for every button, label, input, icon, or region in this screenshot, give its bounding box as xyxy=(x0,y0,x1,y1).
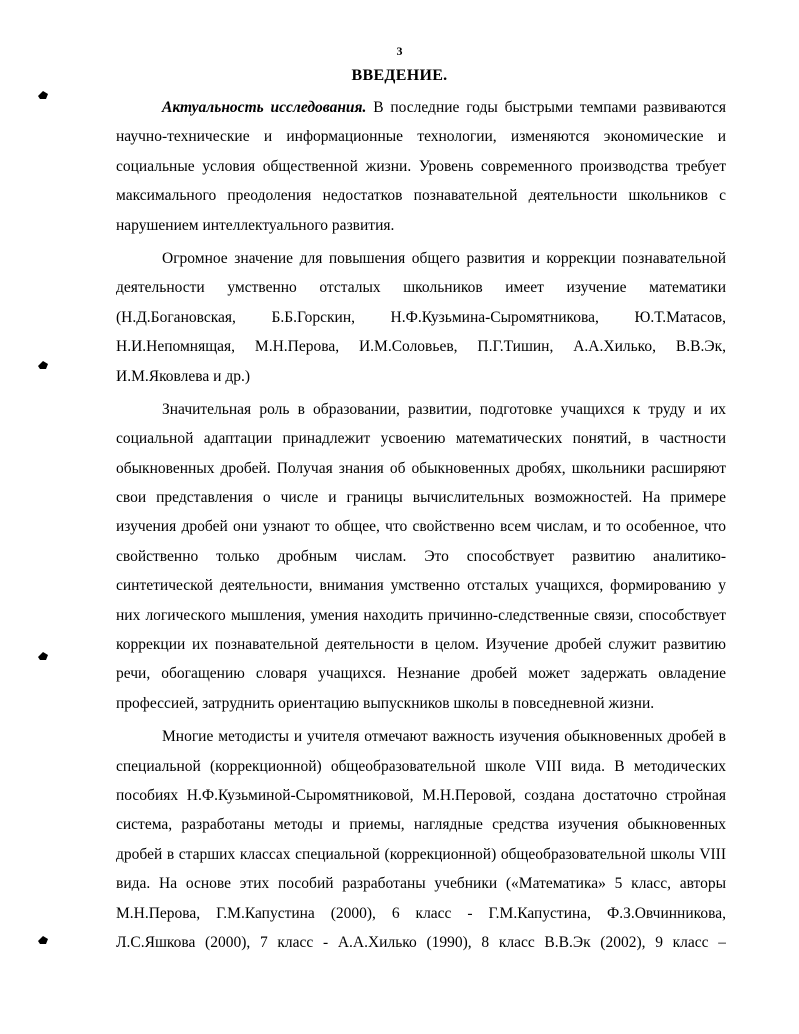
paragraph-line: (Н.Д.Богановская, Б.Б.Горскин, Н.Ф.Кузьмина-Сыромятникова, Ю.Т.Матасов, xyxy=(116,308,726,326)
paragraph-relevance xyxy=(116,93,726,240)
paragraph-line: деятельности умственно отсталых школьников имеет изучение математики xyxy=(116,279,726,297)
paragraph-fractions-role xyxy=(116,395,726,718)
paragraph-line: речи, обогащению словаря учащихся. Незнание дробей может задержать овладение xyxy=(116,665,726,683)
paragraph-line: И.М.Яковлева и др.) xyxy=(116,367,250,385)
paragraph-line: Значительная роль в образовании, развитии, подготовке учащихся к труду и их xyxy=(162,400,726,418)
lead-phrase: Актуальность исследования. xyxy=(162,99,367,116)
paragraph-line: Л.С.Яшкова (2000), 7 класс - А.А.Хилько (1990), 8 класс В.В.Эк (2002), 9 класс – xyxy=(116,933,726,951)
paragraph-line: дробей в старших классах специальной (коррекционной) общеобразовательной школы VIII xyxy=(116,845,726,863)
paragraph-line: социальные условия общественной жизни. Уровень современного производства требует xyxy=(116,157,726,175)
paragraph-line: свои представления о числе и границы вычислительных возможностей. На примере xyxy=(116,489,726,507)
paragraph-line: коррекции их познавательной деятельности в целом. Изучение дробей служит развитию xyxy=(116,636,726,654)
punch-hole-mark-icon xyxy=(37,90,49,100)
paragraph-line: них логического мышления, умения находить причинно-следственные связи, способствует xyxy=(116,606,726,624)
paragraph-line: максимального преодоления недостатков познавательной деятельности школьников с xyxy=(116,187,726,205)
punch-hole-mark-icon xyxy=(37,360,49,370)
paragraph-line: М.Н.Перова, Г.М.Капустина (2000), 6 класс - Г.М.Капустина, Ф.З.Овчинникова, xyxy=(116,904,726,922)
paragraph-line: специальной (коррекционной) общеобразовательной школе VIII вида. В методических xyxy=(116,757,726,775)
paragraph-line: свойственно только дробным числам. Это способствует развитию аналитико- xyxy=(116,547,726,565)
paragraph-line: синтетической деятельности, внимания умственно отсталых учащихся, формированию у xyxy=(116,577,726,595)
page-number: 3 xyxy=(396,44,403,58)
body-text xyxy=(116,93,726,957)
paragraph-line: научно-технические и информационные технологии, изменяются экономические и xyxy=(116,128,726,146)
paragraph-line: обыкновенных дробей. Получая знания об обыкновенных дробях, школьники расширяют xyxy=(116,459,726,477)
paragraph-line: пособиях Н.Ф.Кузьминой-Сыромятниковой, М.Н.Перовой, создана достаточно стройная xyxy=(116,786,726,804)
paragraph-mathematics xyxy=(116,244,726,391)
paragraph-line: нарушением интеллектуального развития. xyxy=(116,216,395,234)
paragraph-line: Огромное значение для повышения общего развития и коррекции познавательной xyxy=(162,249,726,267)
paragraph-line: профессией, затруднить ориентацию выпускников школы в повседневной жизни. xyxy=(116,694,655,712)
paragraph-line: Многие методисты и учителя отмечают важность изучения обыкновенных дробей в xyxy=(162,728,726,746)
paragraph-line: вида. На основе этих пособий разработаны учебники («Математика» 5 класс, авторы xyxy=(116,875,726,893)
paragraph-line: изучения дробей они узнают то общее, что свойственно всем числам, и то особенное, что xyxy=(116,518,726,536)
punch-hole-mark-icon xyxy=(37,935,49,945)
page-title: ВВЕДЕНИЕ. xyxy=(351,67,448,84)
paragraph-methodologists xyxy=(116,722,726,957)
paragraph-line: Н.И.Непомнящая, М.Н.Перова, И.М.Соловьев, П.Г.Тишин, А.А.Хилько, В.В.Эк, xyxy=(116,338,726,356)
paragraph-line: Актуальность исследования. В последние годы быстрыми темпами развиваются xyxy=(162,99,726,116)
paragraph-line: система, разработаны методы и приемы, наглядные средства изучения обыкновенных xyxy=(116,816,726,834)
punch-hole-mark-icon xyxy=(37,651,49,661)
paragraph-line: социальной адаптации принадлежит усвоению математических понятий, в частности xyxy=(116,430,726,448)
